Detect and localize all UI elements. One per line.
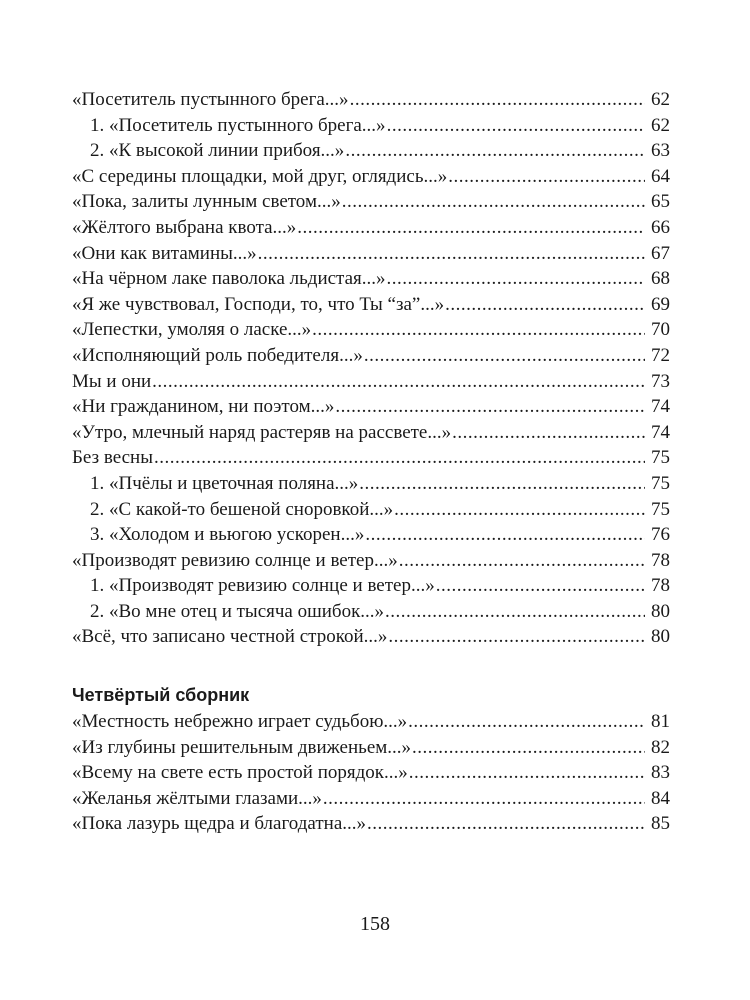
toc-entry [72,394,670,420]
toc-entry [72,709,670,735]
toc-entry-page: 62 [651,89,670,110]
toc-entry-page: 63 [651,140,670,162]
dot-leader [365,522,645,548]
toc-entry-page: 65 [651,191,670,213]
toc-entry [72,317,670,343]
toc-entry-page: 78 [651,575,670,597]
dot-leader [436,573,645,599]
dot-leader [335,394,645,420]
dot-leader [342,189,645,215]
dot-leader [312,317,645,343]
toc-entry [72,573,670,599]
dot-leader [387,266,646,292]
toc-entry-title: «Местность небрежно играет судьбою...» [72,711,408,733]
toc-entry-title: 2. «Во мне отец и тысяча ошибок...» [90,600,385,622]
dot-leader [452,420,645,446]
toc-entry-page: 84 [651,787,670,809]
toc-entry [72,811,670,837]
dot-leader [367,811,645,837]
toc-entry-title: Без весны [72,447,153,469]
toc-entry-title: «Производят ревизию солнце и ветер...» [72,549,398,571]
page-number: 158 [360,913,390,935]
toc-entry [72,189,670,215]
dot-leader [258,241,645,267]
toc-entry [72,497,670,523]
toc-entry-title: «Пока, залиты лунным светом...» [72,191,341,213]
toc-entry-page: 80 [651,626,670,648]
toc-entry-title: «Я же чувствовал, Господи, то, что Ты “за”...» [72,293,445,315]
dot-leader [350,87,645,113]
toc-entry-page: 75 [651,472,670,494]
toc-entry-title: «Всё, что записано честной строкой...» [72,626,388,648]
toc-entry-title: 2. «К высокой линии прибоя...» [90,140,345,162]
toc-entry-page: 72 [651,344,670,366]
toc-entry [72,471,670,497]
toc-entry [72,87,670,113]
toc-entry-page: 74 [651,396,670,418]
toc-entry-title: «Утро, млечный наряд растеряв на рассвете...» [72,421,452,443]
toc-main-list [72,87,670,650]
dot-leader [388,624,645,650]
toc-entry-title: «Жёлтого выбрана квота...» [72,216,297,238]
toc-entry-title: «Посетитель пустынного брега...» [72,89,349,110]
toc-entry [72,735,670,761]
toc-entry-page: 73 [651,370,670,392]
dot-leader [323,786,645,812]
dot-leader [385,599,645,625]
toc-entry-title: «С середины площадки, мой друг, оглядись...» [72,165,448,187]
dot-leader [387,113,645,139]
toc-entry [72,420,670,446]
dot-leader [345,138,645,164]
toc-entry-title: «Лепестки, умоляя о ласке...» [72,319,312,341]
dot-leader [152,369,645,395]
toc-entry [72,445,670,471]
dot-leader [409,760,645,786]
toc-entry [72,164,670,190]
toc-entry [72,113,670,139]
toc-entry-title: «Желанья жёлтыми глазами...» [72,787,322,809]
dot-leader [359,471,645,497]
section-heading: Четвёртый сборник [72,685,250,706]
section-gap [72,650,670,681]
toc-entry-title: 1. «Пчёлы и цветочная поляна...» [90,472,359,494]
toc-entry-page: 70 [651,319,670,341]
dot-leader [154,445,645,471]
toc-entry-page: 80 [651,600,670,622]
toc-entry [72,522,670,548]
dot-leader [408,709,645,735]
toc-entry-page: 83 [651,762,670,784]
dot-leader [448,164,645,190]
toc-entry-page: 67 [651,242,670,264]
toc-entry-title: 1. «Производят ревизию солнце и ветер...» [90,575,435,597]
toc-entry [72,292,670,318]
toc-entry-title: 2. «С какой-то бешеной сноровкой...» [90,498,394,520]
toc-entry [72,215,670,241]
toc-entry-title: «Пока лазурь щедра и благодатна...» [72,813,367,835]
toc-entry-title: «Они как витамины...» [72,242,257,264]
toc-entry-page: 69 [651,293,670,315]
table-of-contents [72,87,670,837]
dot-leader [364,343,645,369]
toc-entry [72,786,670,812]
toc-entry-page: 64 [651,165,670,187]
toc-entry [72,369,670,395]
toc-entry-title: «На чёрном лаке паволока льдистая...» [72,268,386,290]
toc-entry [72,241,670,267]
toc-entry [72,138,670,164]
dot-leader [445,292,645,318]
dot-leader [394,497,645,523]
toc-entry [72,266,670,292]
toc-entry-title: «Всему на свете есть простой порядок...» [72,762,408,784]
toc-entry-page: 81 [651,711,670,733]
toc-entry [72,548,670,574]
toc-entry-title: Мы и они [72,370,152,392]
dot-leader [412,735,645,761]
toc-entry-page: 82 [651,736,670,758]
toc-entry-page: 75 [651,447,670,469]
toc-entry-page: 68 [651,268,670,290]
toc-entry-page: 62 [651,114,670,136]
toc-section4-list [72,709,670,837]
dot-leader [297,215,645,241]
toc-entry-page: 78 [651,549,670,571]
toc-entry-page: 74 [651,421,670,443]
toc-entry-title: 1. «Посетитель пустынного брега...» [90,114,386,136]
toc-entry [72,760,670,786]
toc-entry-page: 75 [651,498,670,520]
toc-entry [72,624,670,650]
toc-entry-page: 85 [651,813,670,835]
dot-leader [399,548,645,574]
toc-entry-page: 66 [651,216,670,238]
toc-entry-title: «Исполняющий роль победителя...» [72,344,363,366]
toc-entry [72,599,670,625]
toc-entry-page: 76 [651,524,670,546]
toc-entry-title: «Из глубины решительным движеньем...» [72,736,412,758]
toc-entry [72,343,670,369]
toc-entry-title: 3. «Холодом и вьюгою ускорен...» [90,524,365,546]
toc-entry-title: «Ни гражданином, ни поэтом...» [72,396,335,418]
